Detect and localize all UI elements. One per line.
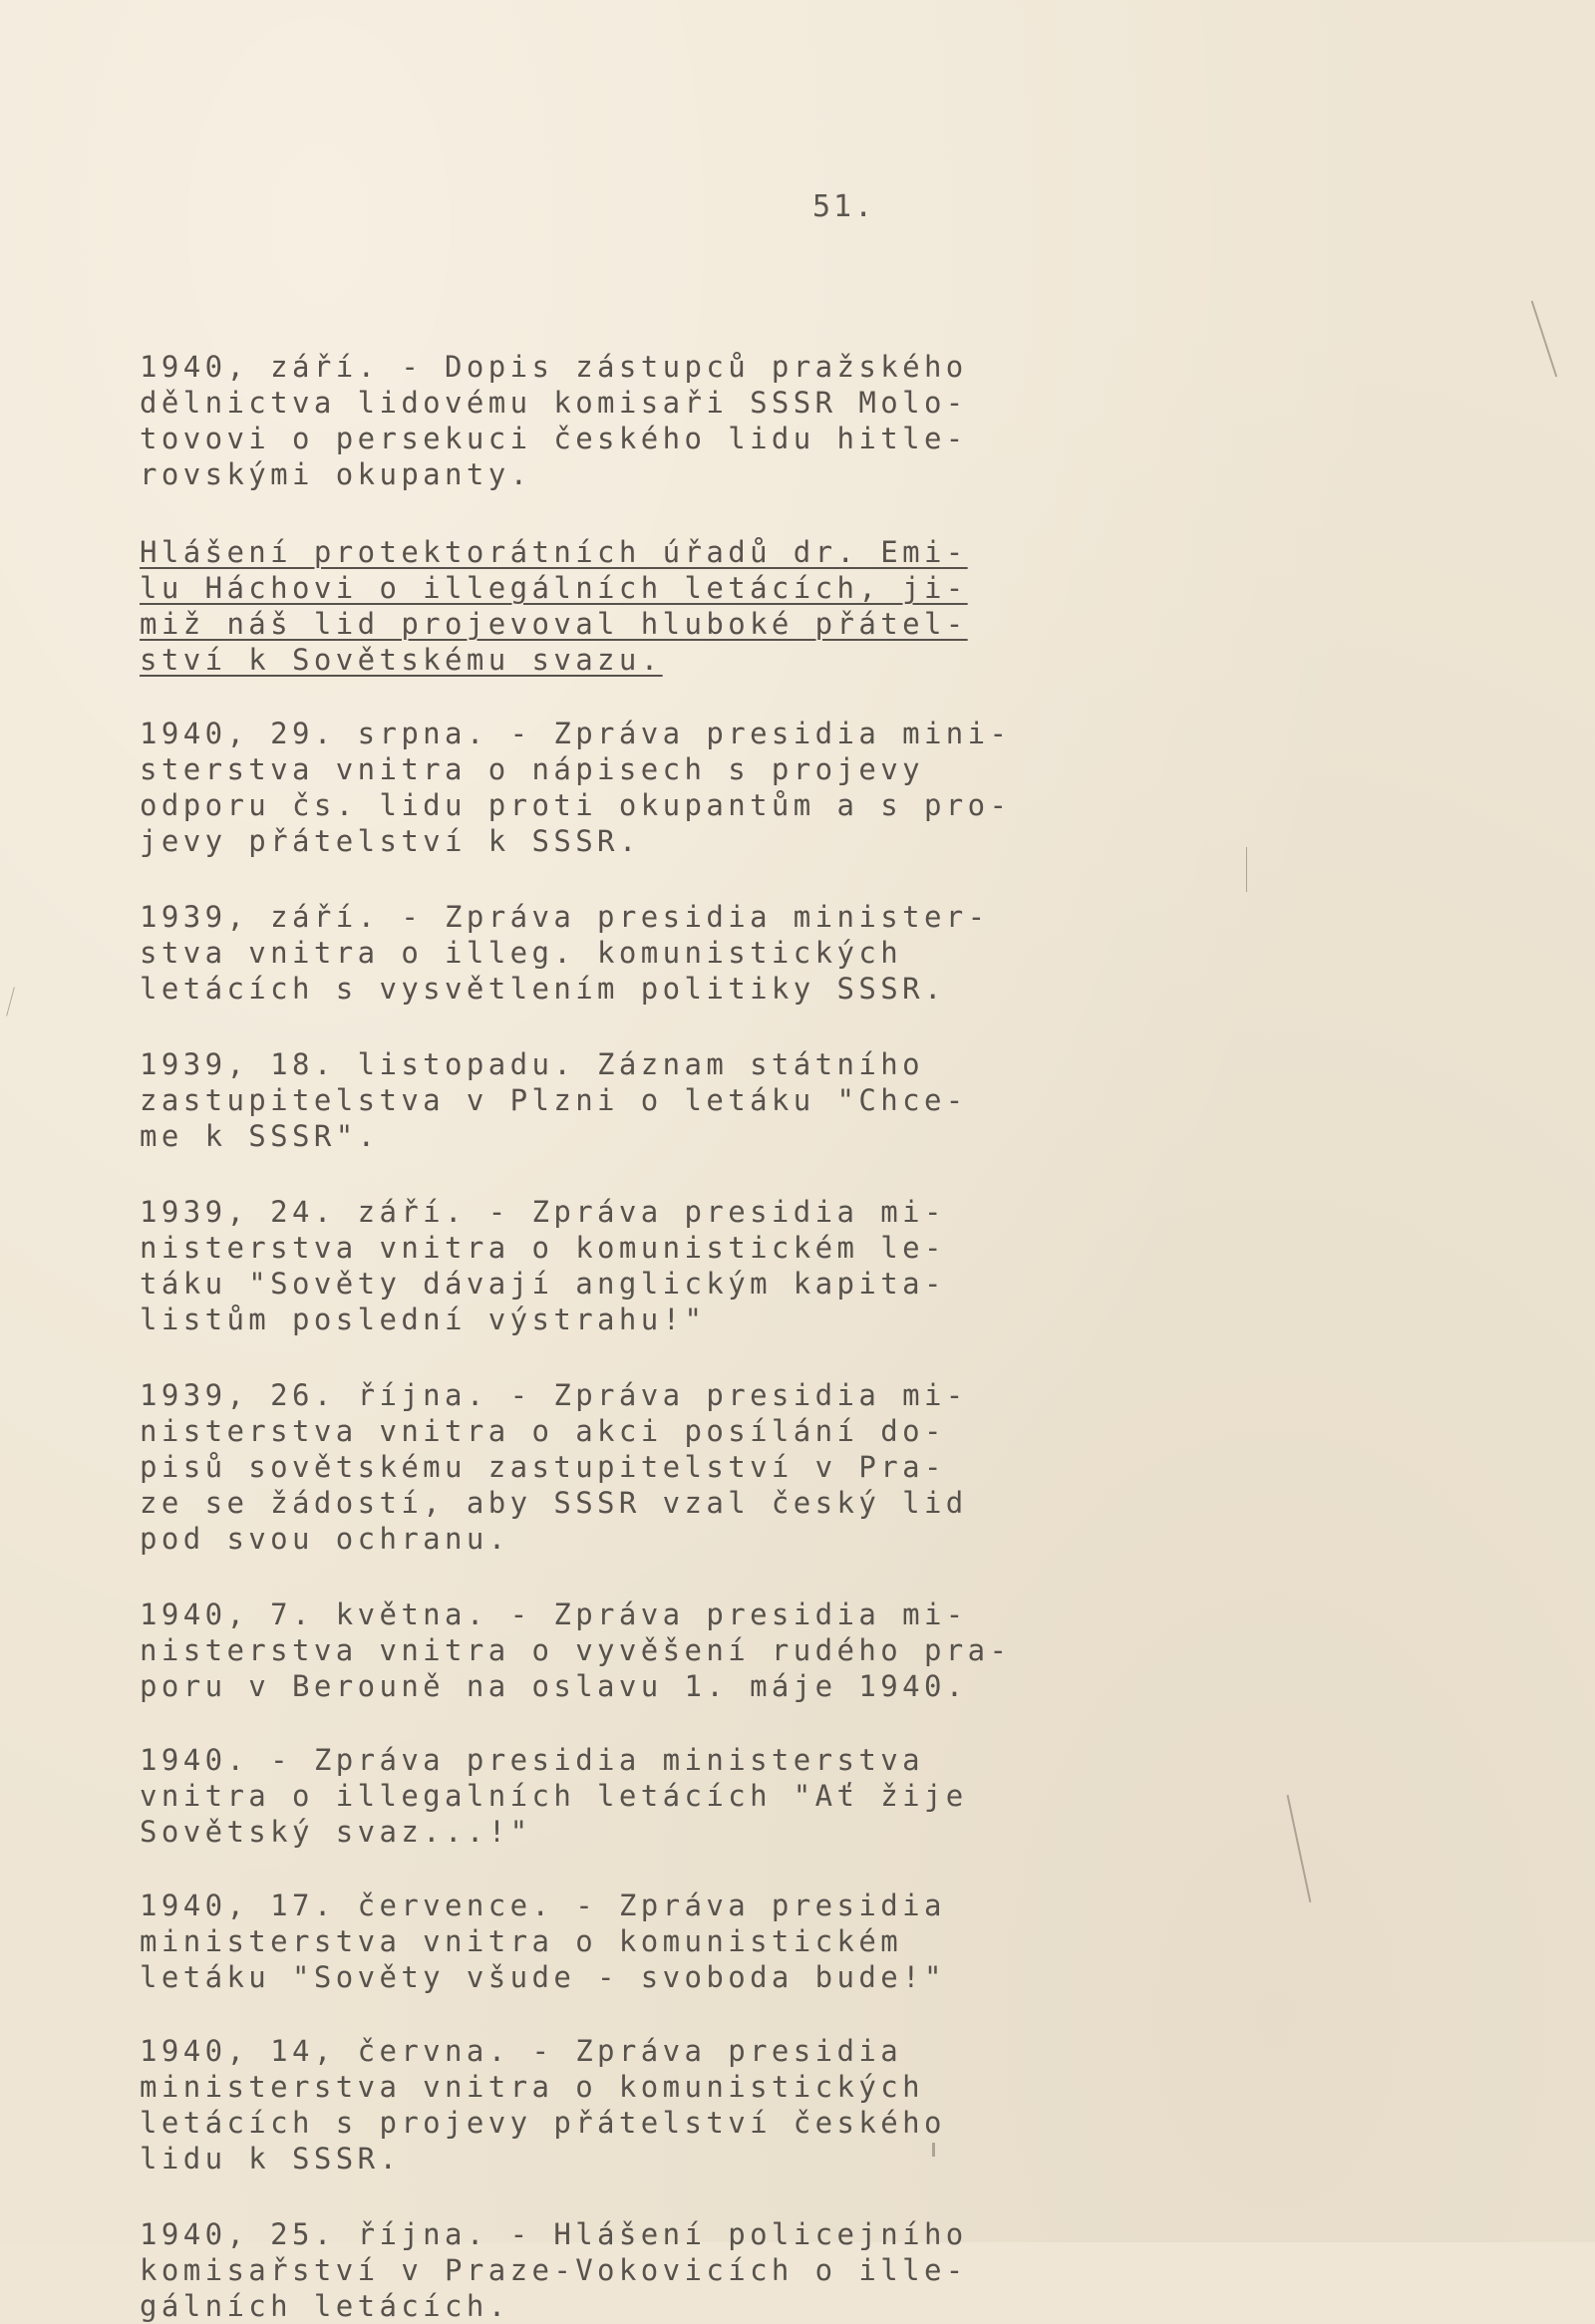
document-entry xyxy=(140,2033,967,2177)
entry-line: Sovětský svaz...!" xyxy=(140,1815,532,1849)
entry-line: zastupitelstva v Plzni o letáku "Chce- xyxy=(140,1083,968,1117)
entry-line: listům poslední výstrahu!" xyxy=(140,1303,707,1336)
entry-line: 1940, 14, června. - Zpráva presidia xyxy=(140,2034,903,2068)
entry-line: lidu k SSSR. xyxy=(140,2142,402,2176)
entry-line: 1940, 7. května. - Zpráva presidia mi- xyxy=(140,1598,968,1631)
entry-line: ministerstva vnitra o komunistických xyxy=(140,2070,924,2104)
entry-line: stva vnitra o illeg. komunistických xyxy=(140,936,903,970)
document-entry xyxy=(140,1194,967,1337)
entry-line: komisařství v Praze-Vokovicích o ille- xyxy=(140,2253,968,2287)
entry-line: 1939, 26. října. - Zpráva presidia mi- xyxy=(140,1378,968,1412)
entry-line: ze se žádostí, aby SSSR vzal český lid xyxy=(140,1486,968,1520)
entry-line: odporu čs. lidu proti okupantům a s pro- xyxy=(140,788,1012,822)
entry-line: ství k Sovětskému svazu. xyxy=(140,643,663,677)
entry-line: 1940, 25. října. - Hlášení policejního xyxy=(140,2217,968,2251)
document-entry xyxy=(140,1597,1012,1704)
entry-line: pod svou ochranu. xyxy=(140,1522,510,1556)
entry-line: 1940, 17. července. - Zpráva presidia xyxy=(140,1888,946,1922)
document-entry xyxy=(140,716,1012,859)
entry-line: 1939, 18. listopadu. Záznam státního xyxy=(140,1047,924,1081)
document-entry xyxy=(140,1742,967,1850)
entry-line: lu Háchovi o illegálních letácích, ji- xyxy=(140,571,968,605)
entry-line: pisů sovětskému zastupitelství v Pra- xyxy=(140,1450,946,1484)
document-entries xyxy=(140,349,1012,2324)
entry-line: sterstva vnitra o nápisech s projevy xyxy=(140,752,924,786)
document-entry xyxy=(140,1888,967,1995)
entry-line: Hlášení protektorátních úřadů dr. Emi- xyxy=(140,535,968,569)
document-entry xyxy=(140,349,967,492)
entry-line: jevy přátelství k SSSR. xyxy=(140,824,641,858)
page-number: 51. xyxy=(812,189,876,224)
entry-line: dělnictva lidovému komisaři SSSR Molo- xyxy=(140,386,968,420)
entry-line: 1940, září. - Dopis zástupců pražského xyxy=(140,350,968,384)
entry-line: rovskými okupanty. xyxy=(140,457,532,491)
entry-line: poru v Berouně na oslavu 1. máje 1940. xyxy=(140,1669,968,1703)
entry-line: tovovi o persekuci českého lidu hitle- xyxy=(140,422,968,455)
entry-line: nisterstva vnitra o akci posílání do- xyxy=(140,1414,946,1448)
entry-line: vnitra o illegalních letácích "Ať žije xyxy=(140,1779,968,1813)
entry-line: letácích s projevy přátelství českého xyxy=(140,2106,946,2140)
entry-line: 1939, září. - Zpráva presidia minister- xyxy=(140,900,990,934)
entry-line: 1940. - Zpráva presidia ministerstva xyxy=(140,1743,924,1777)
entry-line: táku "Sověty dávají anglickým kapita- xyxy=(140,1267,946,1301)
entry-line: nisterstva vnitra o komunistickém le- xyxy=(140,1231,946,1265)
document-entry xyxy=(140,1377,967,1557)
entry-line: letáku "Sověty všude - svoboda bude!" xyxy=(140,1960,946,1994)
entry-line: ministerstva vnitra o komunistickém xyxy=(140,1924,903,1958)
entry-line: 1939, 24. září. - Zpráva presidia mi- xyxy=(140,1195,946,1229)
entry-line: nisterstva vnitra o vyvěšení rudého pra- xyxy=(140,1633,1012,1667)
document-entry xyxy=(140,534,967,678)
document-entry xyxy=(140,899,990,1007)
paper-mark xyxy=(1246,847,1247,892)
document-entry xyxy=(140,1046,967,1154)
entry-line: 1940, 29. srpna. - Zpráva presidia mini- xyxy=(140,717,1012,750)
document-entry xyxy=(140,2216,967,2324)
entry-line: letácích s vysvětlením politiky SSSR. xyxy=(140,972,946,1006)
entry-line: me k SSSR". xyxy=(140,1119,380,1153)
entry-line: gálních letácích. xyxy=(140,2289,510,2323)
entry-line: miž náš lid projevoval hluboké přátel- xyxy=(140,607,968,641)
